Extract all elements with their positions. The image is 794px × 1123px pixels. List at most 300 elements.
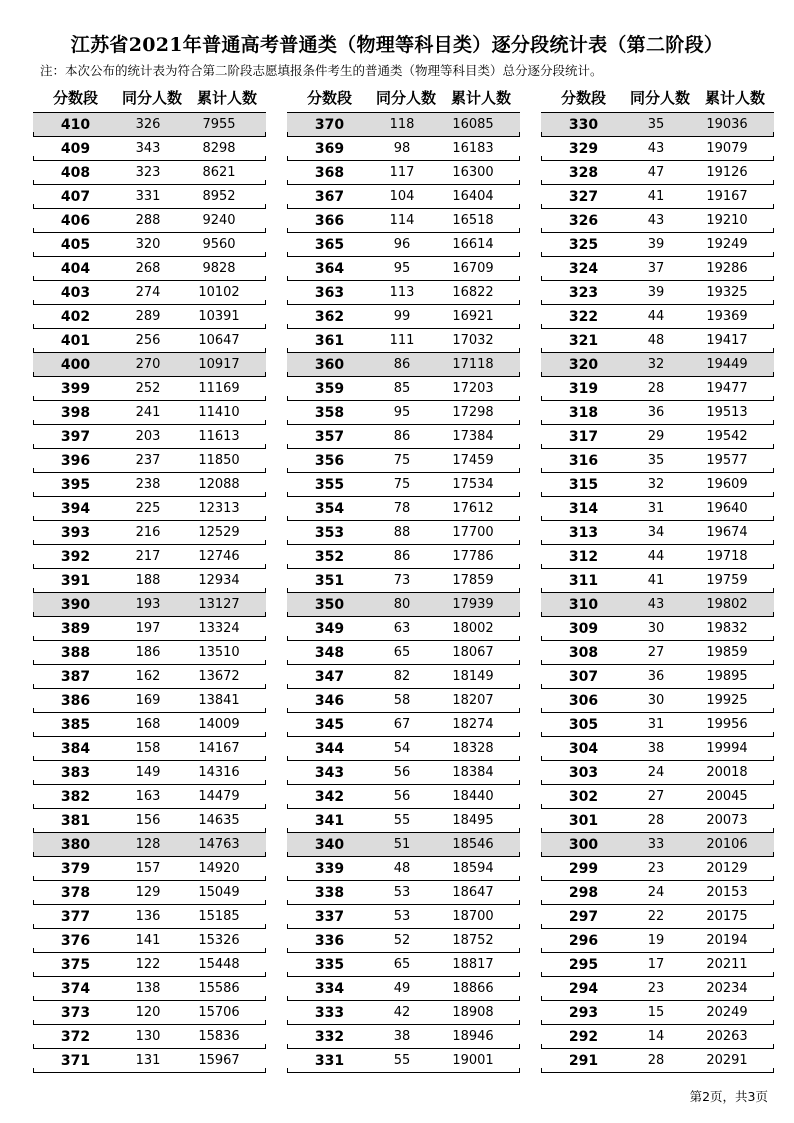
cumulative-cell: 19542 [706,429,748,444]
score-cell: 377 [60,909,91,925]
table-row [541,233,774,257]
score-cell: 371 [60,1053,91,1069]
table-row [33,881,266,905]
count-cell: 323 [135,165,161,180]
table-row [33,233,266,257]
table-row [287,809,520,833]
table-row [287,449,520,473]
count-cell: 23 [647,861,665,876]
cumulative-cell: 20175 [706,909,748,924]
count-cell: 34 [647,525,665,540]
score-cell: 305 [568,717,599,733]
table-row [33,161,266,185]
table-row [541,761,774,785]
table-row [287,689,520,713]
count-cell: 138 [135,981,161,996]
cumulative-cell: 17298 [452,405,494,420]
table-row [33,857,266,881]
table-row [541,473,774,497]
count-cell: 58 [393,693,411,708]
cumulative-cell: 19001 [452,1053,494,1068]
count-cell: 28 [647,381,665,396]
count-cell: 48 [647,333,665,348]
score-cell: 379 [60,861,91,877]
count-cell: 30 [647,621,665,636]
score-cell: 350 [314,597,345,613]
table-row [287,209,520,233]
count-cell: 343 [135,141,161,156]
count-cell: 27 [647,789,665,804]
count-cell: 136 [135,909,161,924]
header-count: 同分人数 [629,89,690,107]
score-cell: 332 [314,1029,345,1045]
score-cell: 317 [568,429,599,445]
score-cell: 329 [568,141,599,157]
cumulative-cell: 13672 [198,669,240,684]
table-row [541,713,774,737]
count-cell: 217 [135,549,161,564]
score-cell: 326 [568,213,599,229]
score-cell: 385 [60,717,91,733]
count-cell: 53 [393,909,411,924]
score-cell: 372 [60,1029,91,1045]
count-cell: 216 [135,525,161,540]
cumulative-cell: 18002 [452,621,494,636]
score-cell: 404 [60,261,91,277]
table-row [541,857,774,881]
table-row [33,185,266,209]
cumulative-cell: 19210 [706,213,748,228]
score-cell: 301 [568,813,599,829]
header-score: 分数段 [52,89,98,107]
score-cell: 357 [314,429,345,445]
score-cell: 318 [568,405,599,421]
cumulative-cell: 20045 [706,789,748,804]
cumulative-cell: 11850 [198,453,240,468]
count-cell: 24 [647,765,665,780]
count-cell: 320 [135,237,161,252]
score-cell: 292 [568,1029,599,1045]
score-cell: 407 [60,189,91,205]
score-cell: 311 [568,573,599,589]
table-row [33,977,266,1001]
count-cell: 122 [135,957,161,972]
score-cell: 334 [314,981,345,997]
cumulative-cell: 12746 [198,549,240,564]
score-cell: 337 [314,909,345,925]
table-body [33,112,266,1073]
score-cell: 331 [314,1053,345,1069]
cumulative-cell: 19369 [706,309,748,324]
count-cell: 43 [647,141,665,156]
score-cell: 363 [314,285,345,301]
count-cell: 326 [135,117,161,132]
table-body [541,112,774,1073]
cumulative-cell: 20106 [706,837,748,852]
table-column-1 [33,84,266,1073]
table-row [287,257,520,281]
count-cell: 252 [135,381,161,396]
cumulative-cell: 9560 [202,237,236,252]
count-cell: 162 [135,669,161,684]
cumulative-cell: 14009 [198,717,240,732]
table-row [287,833,520,857]
cumulative-cell: 13510 [198,645,240,660]
score-cell: 302 [568,789,599,805]
score-cell: 395 [60,477,91,493]
table-row [287,473,520,497]
score-cell: 297 [568,909,599,925]
table-row [33,209,266,233]
cumulative-cell: 17939 [452,597,494,612]
score-cell: 383 [60,765,91,781]
cumulative-cell: 14479 [198,789,240,804]
score-cell: 346 [314,693,345,709]
count-cell: 32 [647,357,665,372]
score-cell: 345 [314,717,345,733]
header-score: 分数段 [560,89,606,107]
count-cell: 149 [135,765,161,780]
cumulative-cell: 15185 [198,909,240,924]
table-row [287,161,520,185]
count-cell: 186 [135,645,161,660]
score-cell: 349 [314,621,345,637]
count-cell: 55 [393,813,411,828]
cumulative-cell: 19994 [706,741,748,756]
table-row [541,1001,774,1025]
score-cell: 333 [314,1005,345,1021]
count-cell: 36 [647,669,665,684]
count-cell: 41 [647,189,665,204]
cumulative-cell: 15706 [198,1005,240,1020]
table-row [541,689,774,713]
table-row [287,617,520,641]
cumulative-cell: 17612 [452,501,494,516]
table-row [33,425,266,449]
count-cell: 131 [135,1053,161,1068]
score-cell: 387 [60,669,91,685]
count-cell: 289 [135,309,161,324]
cumulative-cell: 19925 [706,693,748,708]
score-cell: 315 [568,477,599,493]
header-cumulative: 累计人数 [450,89,511,107]
table-row [33,1049,266,1073]
score-cell: 343 [314,765,345,781]
table-row [541,305,774,329]
cumulative-cell: 8298 [202,141,236,156]
table-row [541,953,774,977]
count-cell: 78 [393,501,411,516]
count-cell: 75 [393,453,411,468]
cumulative-cell: 15967 [198,1053,240,1068]
cumulative-cell: 14316 [198,765,240,780]
count-cell: 130 [135,1029,161,1044]
cumulative-cell: 16085 [452,117,494,132]
table-row [287,1025,520,1049]
cumulative-cell: 19513 [706,405,748,420]
table-row [33,281,266,305]
table-row [541,425,774,449]
cumulative-cell: 15836 [198,1029,240,1044]
table-row [287,185,520,209]
cumulative-cell: 16183 [452,141,494,156]
table-row [33,689,266,713]
score-cell: 389 [60,621,91,637]
table-row [541,641,774,665]
score-cell: 328 [568,165,599,181]
score-cell: 339 [314,861,345,877]
score-cell: 300 [568,837,599,853]
score-cell: 388 [60,645,91,661]
score-cell: 382 [60,789,91,805]
cumulative-cell: 11169 [198,381,240,396]
cumulative-cell: 18752 [452,933,494,948]
count-cell: 33 [647,837,665,852]
score-cell: 406 [60,213,91,229]
score-cell: 306 [568,693,599,709]
cumulative-cell: 9240 [202,213,236,228]
score-cell: 307 [568,669,599,685]
score-cell: 341 [314,813,345,829]
header-count: 同分人数 [375,89,436,107]
count-cell: 141 [135,933,161,948]
count-cell: 95 [393,261,411,276]
table-row [541,929,774,953]
cumulative-cell: 18946 [452,1029,494,1044]
cumulative-cell: 16921 [452,309,494,324]
cumulative-cell: 12529 [198,525,240,540]
header-cumulative: 累计人数 [704,89,765,107]
table-row [541,449,774,473]
table-row [33,665,266,689]
cumulative-cell: 19249 [706,237,748,252]
cumulative-cell: 17032 [452,333,494,348]
count-cell: 80 [393,597,411,612]
table-row [541,545,774,569]
cumulative-cell: 17118 [452,357,494,372]
cumulative-cell: 17534 [452,477,494,492]
table-row [33,641,266,665]
score-cell: 327 [568,189,599,205]
count-cell: 238 [135,477,161,492]
cumulative-cell: 18440 [452,789,494,804]
score-cell: 308 [568,645,599,661]
score-cell: 397 [60,429,91,445]
cumulative-cell: 18207 [452,693,494,708]
count-cell: 39 [647,237,665,252]
cumulative-cell: 7955 [202,117,236,132]
table-row [541,401,774,425]
score-cell: 367 [314,189,345,205]
score-cell: 322 [568,309,599,325]
count-cell: 73 [393,573,411,588]
cumulative-cell: 13324 [198,621,240,636]
table-row [541,377,774,401]
cumulative-cell: 9828 [202,261,236,276]
table-row [287,905,520,929]
table-row [541,737,774,761]
table-row [287,953,520,977]
table-row [287,1049,520,1073]
count-cell: 14 [647,1029,665,1044]
table-row [541,521,774,545]
count-cell: 113 [389,285,415,300]
cumulative-cell: 18647 [452,885,494,900]
cumulative-cell: 20211 [706,957,748,972]
count-cell: 193 [135,597,161,612]
count-cell: 44 [647,309,665,324]
count-cell: 30 [647,693,665,708]
page-footer: 第2页，共3页 [689,1089,768,1104]
table-row [287,401,520,425]
cumulative-cell: 10917 [198,357,240,372]
cumulative-cell: 20153 [706,885,748,900]
table-row [33,929,266,953]
count-cell: 51 [393,837,411,852]
cumulative-cell: 19079 [706,141,748,156]
score-cell: 362 [314,309,345,325]
score-cell: 361 [314,333,345,349]
score-cell: 321 [568,333,599,349]
score-cell: 355 [314,477,345,493]
count-cell: 85 [393,381,411,396]
score-cell: 360 [314,357,345,373]
score-cell: 340 [314,837,345,853]
cumulative-cell: 16614 [452,237,494,252]
score-cell: 293 [568,1005,599,1021]
cumulative-cell: 14763 [198,837,240,852]
table-row [287,593,520,617]
table-row [33,569,266,593]
score-cell: 344 [314,741,345,757]
cumulative-cell: 8952 [202,189,236,204]
table-row [541,977,774,1001]
table-row [541,209,774,233]
table-row [33,905,266,929]
count-cell: 203 [135,429,161,444]
cumulative-cell: 17700 [452,525,494,540]
cumulative-cell: 19167 [706,189,748,204]
cumulative-cell: 19759 [706,573,748,588]
score-cell: 364 [314,261,345,277]
cumulative-cell: 18067 [452,645,494,660]
score-cell: 294 [568,981,599,997]
count-cell: 53 [393,885,411,900]
table-row [541,809,774,833]
score-cell: 309 [568,621,599,637]
count-cell: 38 [393,1029,411,1044]
table-row [33,113,266,137]
score-cell: 336 [314,933,345,949]
cumulative-cell: 20194 [706,933,748,948]
count-cell: 331 [135,189,161,204]
score-cell: 402 [60,309,91,325]
table-body [287,112,520,1073]
score-cell: 316 [568,453,599,469]
table-row [287,353,520,377]
cumulative-cell: 18274 [452,717,494,732]
count-cell: 22 [647,909,665,924]
count-cell: 67 [393,717,411,732]
score-cell: 348 [314,645,345,661]
count-cell: 274 [135,285,161,300]
count-cell: 31 [647,717,665,732]
count-cell: 158 [135,741,161,756]
table-row [287,521,520,545]
score-cell: 291 [568,1053,599,1069]
count-cell: 197 [135,621,161,636]
count-cell: 63 [393,621,411,636]
table-row [541,353,774,377]
cumulative-cell: 19417 [706,333,748,348]
score-cell: 320 [568,357,599,373]
cumulative-cell: 18149 [452,669,494,684]
cumulative-cell: 18908 [452,1005,494,1020]
table-row [541,833,774,857]
count-cell: 86 [393,549,411,564]
count-cell: 169 [135,693,161,708]
cumulative-cell: 19674 [706,525,748,540]
cumulative-cell: 17459 [452,453,494,468]
score-cell: 399 [60,381,91,397]
count-cell: 288 [135,213,161,228]
table-row [33,449,266,473]
table-row [541,329,774,353]
table-row [33,137,266,161]
score-cell: 391 [60,573,91,589]
cumulative-cell: 14920 [198,861,240,876]
table-row [33,833,266,857]
cumulative-cell: 18546 [452,837,494,852]
count-cell: 56 [393,789,411,804]
count-cell: 88 [393,525,411,540]
cumulative-cell: 13127 [198,597,240,612]
cumulative-cell: 16300 [452,165,494,180]
score-cell: 347 [314,669,345,685]
score-cell: 295 [568,957,599,973]
score-cell: 342 [314,789,345,805]
header-score: 分数段 [306,89,352,107]
score-cell: 393 [60,525,91,541]
cumulative-cell: 20234 [706,981,748,996]
score-cell: 304 [568,741,599,757]
count-cell: 86 [393,357,411,372]
cumulative-cell: 19859 [706,645,748,660]
score-cell: 358 [314,405,345,421]
score-cell: 365 [314,237,345,253]
score-cell: 400 [60,357,91,373]
count-cell: 42 [393,1005,411,1020]
count-cell: 19 [647,933,665,948]
count-cell: 95 [393,405,411,420]
table-row [287,545,520,569]
count-cell: 118 [389,117,415,132]
table-note: 注：本次公布的统计表为符合第二阶段志愿填报条件考生的普通类（物理等科目类）总分逐分段统计。 [40,63,603,78]
score-cell: 303 [568,765,599,781]
count-cell: 27 [647,645,665,660]
table-row [287,281,520,305]
table-row [33,785,266,809]
score-cell: 409 [60,141,91,157]
count-cell: 75 [393,477,411,492]
cumulative-cell: 16404 [452,189,494,204]
score-cell: 319 [568,381,599,397]
score-cell: 390 [60,597,91,613]
table-row [287,665,520,689]
score-cell: 335 [314,957,345,973]
cumulative-cell: 20073 [706,813,748,828]
cumulative-cell: 12934 [198,573,240,588]
